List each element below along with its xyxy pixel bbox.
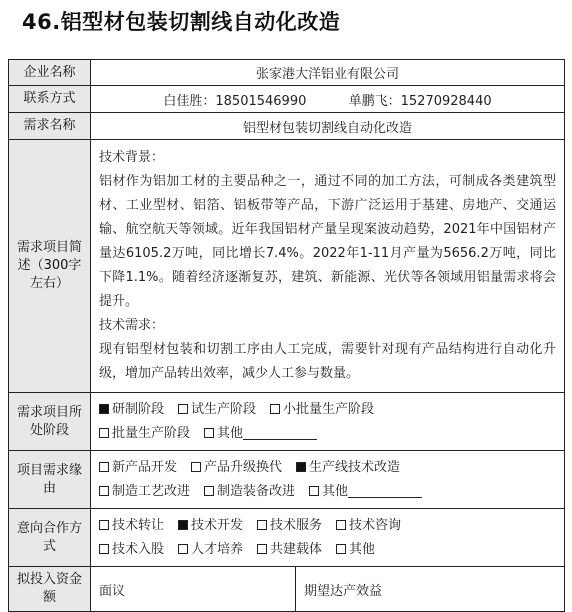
coop-option-label: 技术开发 <box>191 517 244 533</box>
checkbox-icon[interactable] <box>99 544 109 554</box>
stage-option-label: 批量生产阶段 <box>112 425 191 441</box>
reason-option[interactable] <box>309 480 422 504</box>
background-text: 铝材作为铝加工材的主要品种之一，通过不同的加工方法，可制成各类建筑型材、工业型材、铝箔、铝板带等产品，下游广泛运用于基建、房地产、交通运输、航空航天等领域。近年我国铝材产量呈现案波动趋势，2021年中国铝材产量达6105.2万吨，同比增长7.4%。2022年1-11月产量为5656.2万吨，同比下降1.1%。随着经济逐渐复苏，建筑、新能源、光伏等各领域用铝量需求将会提升。 <box>99 174 557 309</box>
checkbox-icon[interactable] <box>191 462 201 472</box>
stage-option[interactable] <box>178 398 256 422</box>
row-coop <box>9 509 565 567</box>
checkbox-icon[interactable] <box>204 428 214 438</box>
row-stage <box>9 393 565 451</box>
coop-option[interactable] <box>99 538 164 562</box>
reason-other-blank[interactable] <box>348 483 422 498</box>
invest-value: 面议 <box>91 567 296 612</box>
coop-option-label: 共建载体 <box>270 541 323 557</box>
checkbox-icon[interactable] <box>99 428 109 438</box>
reason-option-label: 制造工艺改进 <box>112 483 191 499</box>
checkbox-icon[interactable] <box>309 486 319 496</box>
checkbox-icon[interactable] <box>178 544 188 554</box>
checkbox-icon[interactable] <box>270 404 280 414</box>
row-invest <box>9 567 565 612</box>
contact-person-2: 单鹏飞：15270928440 <box>348 93 492 109</box>
coop-option-label: 人才培养 <box>191 541 244 557</box>
checkbox-icon[interactable] <box>336 544 346 554</box>
coop-label: 意向合作方式 <box>9 509 91 567</box>
reason-option-label: 生产线技术改造 <box>309 459 401 475</box>
brief-content <box>91 140 565 393</box>
coop-option-label: 技术咨询 <box>349 517 402 533</box>
stage-options <box>91 393 565 451</box>
checkbox-icon[interactable] <box>336 520 346 530</box>
stage-option[interactable] <box>99 422 190 446</box>
contact-person-1: 白佳胜：18501546990 <box>163 93 307 109</box>
coop-options <box>91 509 565 567</box>
checkbox-icon[interactable] <box>204 486 214 496</box>
coop-option[interactable] <box>257 538 322 562</box>
requirement-heading: 技术需求： <box>99 318 165 333</box>
checkbox-icon[interactable] <box>99 462 109 472</box>
row-company <box>9 60 565 86</box>
reason-option-label: 其他 <box>322 483 349 499</box>
reason-option[interactable] <box>99 480 190 504</box>
reason-option[interactable] <box>191 456 282 480</box>
row-contact <box>9 86 565 113</box>
stage-option-label: 其他 <box>217 425 244 441</box>
brief-label: 需求项目简述（300字左右） <box>9 140 91 393</box>
company-value: 张家港大洋铝业有限公司 <box>91 60 565 86</box>
reason-option-label: 新产品开发 <box>112 459 178 475</box>
demand-label: 需求名称 <box>9 113 91 140</box>
contact-label: 联系方式 <box>9 86 91 113</box>
coop-option[interactable] <box>178 538 243 562</box>
company-label: 企业名称 <box>9 60 91 86</box>
reason-option[interactable] <box>204 480 295 504</box>
coop-option[interactable] <box>178 514 243 538</box>
stage-other-blank[interactable] <box>243 425 317 440</box>
checkbox-icon[interactable] <box>257 544 267 554</box>
coop-option[interactable] <box>336 538 375 562</box>
checkbox-icon[interactable] <box>99 520 109 530</box>
coop-option-label: 技术服务 <box>270 517 323 533</box>
checkbox-icon[interactable] <box>257 520 267 530</box>
stage-option[interactable] <box>204 422 317 446</box>
reason-options <box>91 451 565 509</box>
benefit-label: 期望达产效益 <box>304 583 383 599</box>
coop-option[interactable] <box>257 514 322 538</box>
checked-box-icon[interactable] <box>99 404 109 414</box>
reason-label: 项目需求缘由 <box>9 451 91 509</box>
stage-option-label: 试生产阶段 <box>191 401 257 417</box>
checkbox-icon[interactable] <box>99 486 109 496</box>
page-title: 46.铝型材包装切割线自动化改造 <box>22 10 341 34</box>
coop-option-label: 技术转让 <box>112 517 165 533</box>
reason-option-label: 制造装备改进 <box>217 483 296 499</box>
coop-option-label: 技术入股 <box>112 541 165 557</box>
demand-table <box>8 59 565 612</box>
checked-box-icon[interactable] <box>178 520 188 530</box>
reason-option[interactable] <box>99 456 177 480</box>
reason-option[interactable] <box>296 456 400 480</box>
coop-option-label: 其他 <box>349 541 376 557</box>
contact-value <box>91 86 565 113</box>
stage-option[interactable] <box>270 398 374 422</box>
reason-option-label: 产品升级换代 <box>204 459 283 475</box>
demand-value: 铝型材包装切割线自动化改造 <box>91 113 565 140</box>
coop-option[interactable] <box>99 514 164 538</box>
requirement-text: 现有铝型材包装和切割工序由人工完成，需要针对现有产品结构进行自动化升级，增加产品转出效率，减少人工参与数量。 <box>99 342 557 381</box>
stage-option[interactable] <box>99 398 164 422</box>
benefit-cell <box>296 567 565 612</box>
stage-option-label: 小批量生产阶段 <box>283 401 375 417</box>
background-heading: 技术背景： <box>99 150 165 165</box>
row-demand <box>9 113 565 140</box>
stage-label: 需求项目所处阶段 <box>9 393 91 451</box>
stage-option-label: 研制阶段 <box>112 401 165 417</box>
invest-label: 拟投入资金额 <box>9 567 91 612</box>
coop-option[interactable] <box>336 514 401 538</box>
row-brief <box>9 140 565 393</box>
checkbox-icon[interactable] <box>178 404 188 414</box>
row-reason <box>9 451 565 509</box>
checked-box-icon[interactable] <box>296 462 306 472</box>
